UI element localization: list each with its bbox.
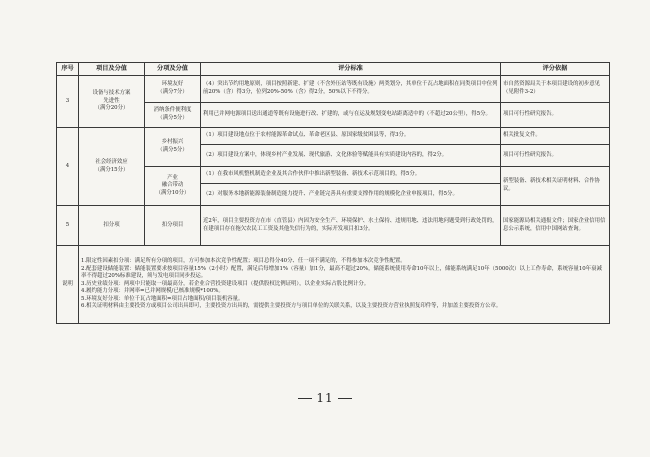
sub-item-cell [145, 167, 201, 206]
sub-line: （满分10分） [155, 189, 190, 196]
table-row [57, 76, 610, 103]
sub-item-cell [145, 76, 201, 103]
basis-cell: 国家能源局相关通报文件；国家企业信用信息公示系统，信用中国网站查询。 [501, 206, 610, 246]
note-line: 2.配套建设储能装置：储能装置要求按项目容量15%（2小时）配置，满足后每增加1%（容量）加1分，最高不超过20%，储能系统使用寿命10年以上，储能系统满足10年（5000次）以上工作寿命，系统容量10年衰减率不得超过20%标准建设，须与发电项目同步投运。 [81, 265, 602, 280]
notes-label: 说明 [57, 246, 79, 324]
table-row [57, 128, 610, 145]
item-cell [79, 206, 145, 246]
row-number: 5 [57, 206, 79, 246]
item-line: 先进性 [103, 97, 120, 104]
header-cell: 评分依据 [501, 63, 610, 76]
item-line: 设备与技术方案 [92, 90, 131, 97]
header-cell: 项目及分值 [79, 63, 145, 76]
item-line: 社会经济效应 [95, 158, 128, 165]
standard-cell: （1）项目建设地点位于农村能源革命试点、革命老区县、原国家级贫困县等，得3分。 [201, 128, 501, 145]
standard-cell: （2）项目建设方案中，体现乡村产业发展、现代旅游、文化体验等赋能具有实质建设内容的，得2分。 [201, 145, 501, 167]
sub-item-cell [145, 128, 201, 167]
basis-cell: 项目可行性研究报告。 [501, 145, 610, 167]
sub-item-cell [145, 103, 201, 128]
basis-cell: 市自然资源局关于本项目建设的初步意见（见附件3-2） [501, 76, 610, 103]
header-cell: 分项及分值 [145, 63, 201, 76]
row-number: 3 [57, 76, 79, 128]
sub-line: 消纳条件便利度 [153, 107, 192, 114]
sub-line: 融合带动 [161, 182, 184, 189]
header-cell: 评分标准 [201, 63, 501, 76]
footer-dash-left [298, 398, 312, 399]
item-cell [79, 128, 145, 206]
table-header-row [57, 63, 610, 76]
note-line: 1.限定性因素扣分项：满足所有分项的项目，方可参加本次竞争性配置；项目总得分40分、任一项不满足的，不得参加本次竞争性配置。 [81, 257, 406, 264]
notes-row [57, 246, 610, 324]
sub-line: （满分5分） [157, 115, 188, 121]
page-footer [0, 391, 650, 405]
item-line: （满分20分） [94, 105, 129, 112]
note-line: 3.历史业绩分项：两项中只能取一项最高分，若企业合营投资建设项目（提供股权比例证明），以企业实际占股比例计分。 [81, 280, 370, 287]
sub-line: 扣分项目 [161, 221, 184, 228]
item-cell [79, 76, 145, 128]
note-line: 5.环境友好分项：单位千瓦占地面积=项目占地面积/项目装机容量。 [81, 295, 244, 302]
header-cell: 序号 [57, 63, 79, 76]
standard-cell: 利用已并网电源项目送出通道等既有设施进行改、扩建的，或与在运及规划变电站距离适中的（不超过20公里），得5分。 [201, 103, 501, 128]
item-line: 扣分项 [103, 221, 120, 228]
sub-item-cell [145, 206, 201, 246]
note-line: 6.相关证明材料由主要投资方或项目公司出具即可，主要投资方出具的，需提供主要投资方与项目单位的关联关系，以及主要投资方营业执照复印件等，并加盖主要投资方公章。 [81, 303, 502, 310]
standard-cell: （2）对服务本地新能源装备制造能力提升、产业链完善具有重要支撑作用的规模化企业申报项目，得5分。 [201, 184, 501, 206]
scoring-table [56, 62, 610, 324]
standard-cell: （1）在我市风机整机制造企业及其合作伙伴中推出新型装备、新技术示范项目的，得5分。 [201, 167, 501, 184]
standard-cell: （4）突出节约用地原则，项目按照新建、扩建（不含外压站等既有设施）两类划分，其单位千瓦占地面积在同类项目中位列前20%（含）得3分，位列20%-50%（含）得2分，50%以下不得分。 [201, 76, 501, 103]
item-line: （满分15分） [94, 166, 129, 173]
table-row [57, 206, 610, 246]
note-line: 4.履约能力分项：并网率=已并网规模/已核准规模*100%。 [81, 288, 224, 295]
basis-cell: 项目可行性研究报告。 [501, 103, 610, 128]
basis-cell: 相关批复文件。 [501, 128, 610, 145]
sub-line: 产业 [167, 174, 178, 181]
page-number: 11 [316, 391, 334, 405]
basis-cell: 新型装备、新技术相关证明材料、合作协议。 [501, 167, 610, 206]
sub-line: 环境友好 [161, 81, 184, 88]
sub-line: （满分7分） [157, 89, 188, 95]
notes-cell [79, 246, 610, 324]
footer-dash-right [338, 398, 352, 399]
sub-line: 乡村振兴 [161, 139, 184, 146]
standard-cell: 近2年，项目主要投资方在市（直管县）内因为安全生产、环境保护、水土保持、违规用地、违法用地问题受到行政处罚的，在建项目存在拖欠农民工工资及其他失信行为的，实际开发项目扣3分。 [201, 206, 501, 246]
sub-line: （满分5分） [157, 147, 188, 153]
row-number: 4 [57, 128, 79, 206]
